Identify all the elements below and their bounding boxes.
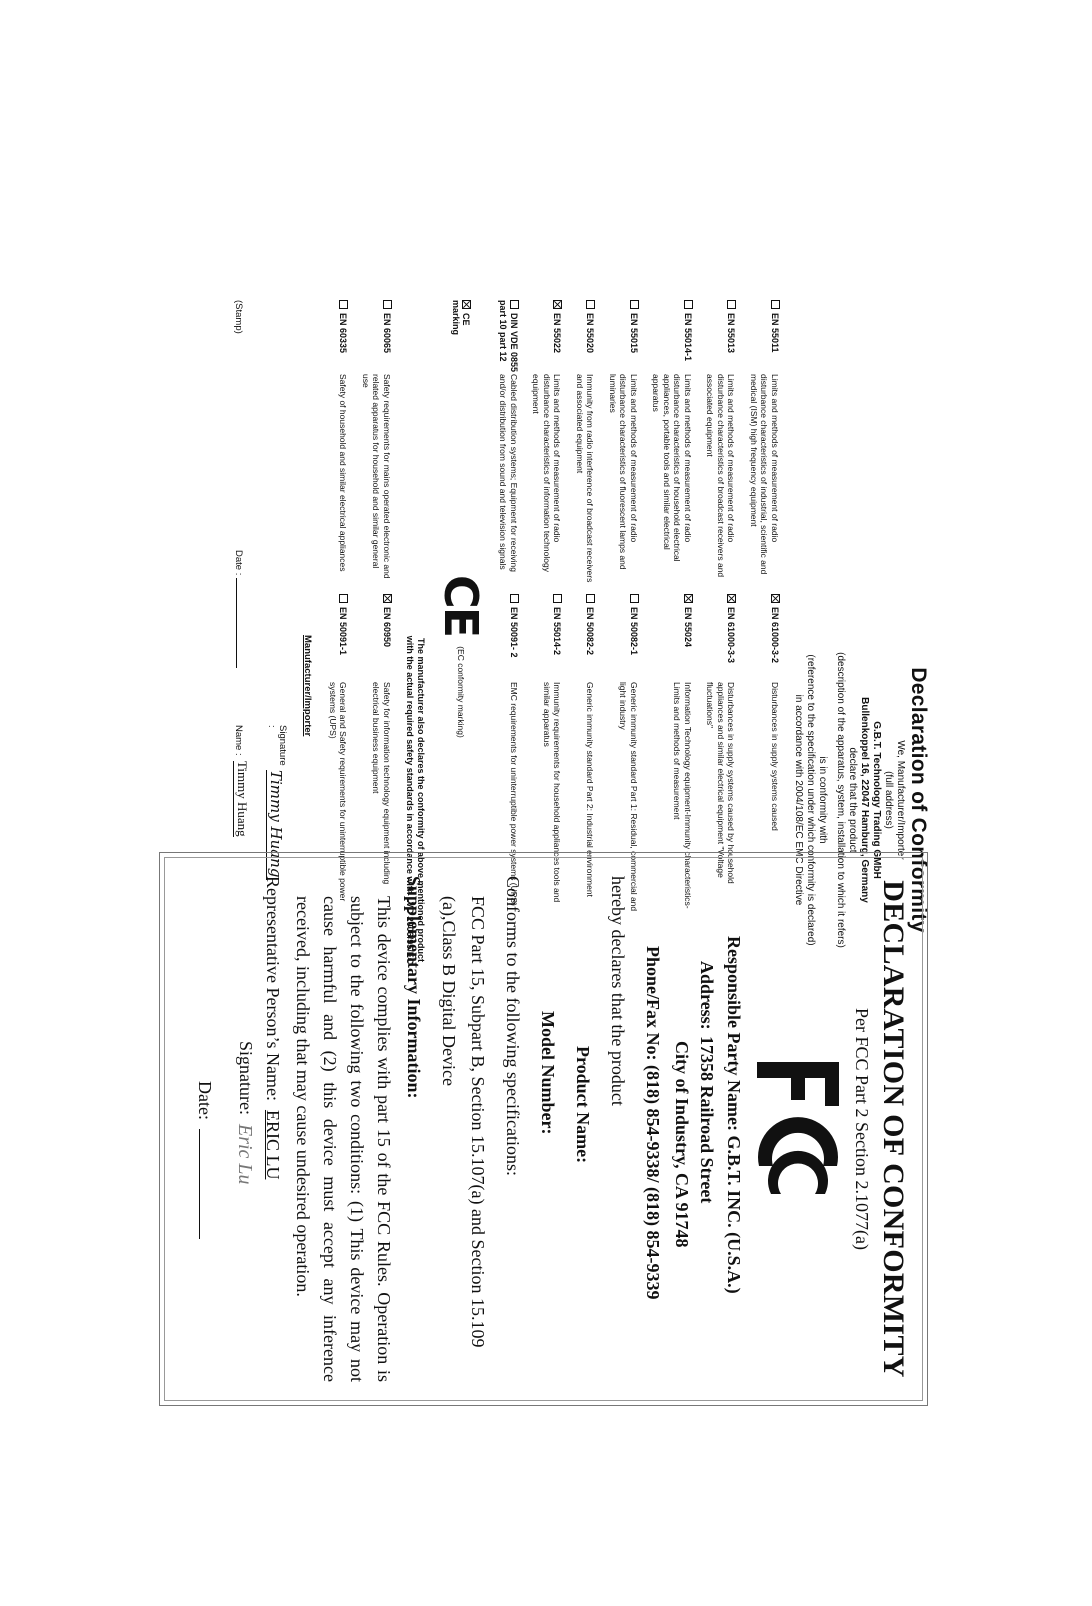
checkbox-checked-icon: [554, 300, 563, 309]
representative-name: ERIC LU: [263, 1109, 283, 1180]
standard-right-code: EN 61000-3-3: [705, 594, 737, 682]
representative-label: Representative Person’s Name:: [263, 876, 283, 1101]
standard-right-description: Information Technology equipment-Immunity characteristics-Limits and methods of measurement: [672, 682, 693, 909]
signature-script: Timmy Huang: [267, 770, 286, 880]
date-line: [237, 578, 238, 668]
standard-left-code: EN 55011: [749, 300, 781, 374]
checkbox-checked-icon: [383, 594, 392, 603]
eu-declare: declare that the product: [847, 747, 858, 853]
address-row: [696, 876, 717, 1382]
standard-right-description: General and Safety requirements for uninterruptible power systems (UPS): [328, 682, 349, 902]
checkbox-empty-icon: [728, 300, 737, 309]
date-row: [194, 876, 215, 1382]
standard-left-description: Cabled distribution systems; Equipment for receiving and/or distribution from sound and television signals: [498, 374, 519, 572]
fcc-declaration: [145, 850, 930, 1420]
ce-note: (EC conformity marking): [456, 646, 466, 738]
standard-right-code: EN 50082-2: [575, 594, 596, 682]
checkbox-checked-icon: [684, 594, 693, 603]
conforms-line: Conforms to the following specifications:: [503, 876, 523, 1176]
eu-directive: in accordance with 2004/108/EC EMC Directive: [793, 694, 804, 906]
checkbox-empty-icon: [587, 300, 596, 309]
fcc-date-label: Date:: [195, 1081, 215, 1120]
address-line-1: 17358 Railroad Street: [697, 1036, 717, 1204]
name-label: Name :: [233, 725, 245, 756]
lvd-line-1: The manufacturer also declares the conformity of above mentioned product: [416, 637, 426, 963]
standard-right-description: Generic immunity standard Part 2: Industrial environment: [585, 682, 596, 897]
checkbox-empty-icon: [587, 594, 596, 603]
standard-right-code: EN 50091- 2: [498, 594, 519, 682]
standard-right-description: Generic immunity standard Part 1: Residual, commercial and light industry: [618, 682, 639, 912]
standard-left-code: EN 55013: [705, 300, 737, 374]
eu-we: We, Manufacturer/Importer: [895, 740, 906, 860]
spec-line-1: FCC Part 15, Subpart B, Section 15.107(a) and Section 15.109: [468, 896, 488, 1348]
fcc-inner-border: [164, 857, 923, 1401]
eu-address: Bullenkoppel 16, 22047 Hamburg, Germany: [859, 697, 870, 903]
representative-row: [262, 876, 283, 1382]
standard-left-code: EN 55014-1: [651, 300, 693, 374]
standard-left-code: DIN VDE 0855 part 10 part 12: [498, 300, 519, 373]
standard-right-description: Safety for information technology equipment including electrical business equipment: [371, 682, 392, 885]
signature-label: Signature :: [266, 725, 289, 766]
eu-reference: (reference to the specification under which conformity is declared): [805, 654, 816, 946]
standard-left-code: EN 60065: [361, 300, 393, 374]
checkbox-checked-icon: [462, 300, 471, 309]
fcc-subtitle: Per FCC Part 2 Section 2.1077(a): [852, 1008, 872, 1250]
checkbox-checked-icon: [771, 594, 780, 603]
stamp-label: (Stamp): [233, 300, 245, 334]
product-name: Product Name:: [573, 1046, 593, 1164]
checkbox-empty-icon: [510, 300, 519, 309]
ce-mark-icon: CE: [434, 575, 488, 637]
standard-left-code: EN 55022: [531, 300, 563, 374]
model-number: Model Number:: [538, 1011, 558, 1135]
standard-right-code: EN 50091-1: [328, 594, 349, 682]
checkbox-empty-icon: [630, 594, 639, 603]
checkbox-checked-icon: [728, 594, 737, 603]
standard-left-description: Immunity from radio interference of broadcast receivers and associated equipment: [575, 374, 596, 583]
signature-row: [233, 876, 256, 1382]
standard-right-code: EN 50082-1: [608, 594, 640, 682]
standard-right-description: EMC requirements for uninterruptible power systems (UPS): [509, 682, 519, 906]
checkbox-empty-icon: [554, 594, 563, 603]
checkbox-empty-icon: [771, 300, 780, 309]
standard-left-code: EN 55020: [575, 300, 596, 374]
phone-fax: Phone/Fax No: (818) 854-9338/ (818) 854-9339: [643, 946, 663, 1300]
fcc-signature-script: Eric Lu: [234, 1124, 256, 1185]
manufacturer-label: Manufacturer/Importer: [302, 635, 314, 737]
standard-right-code: EN 55014-2: [531, 594, 563, 682]
standard-left-code: EN 55015: [608, 300, 640, 374]
date-label: Date :: [233, 550, 245, 576]
standard-left-code: EN 60335: [328, 300, 349, 374]
standard-left-description: Limits and methods of measurement of radio disturbance characteristics of information technology equipment: [531, 374, 563, 572]
fcc-outer-border: [159, 852, 928, 1406]
hereby-declares: hereby declares that the product: [608, 876, 628, 1106]
checkbox-empty-icon: [383, 300, 392, 309]
fcc-date-line: [199, 1129, 215, 1239]
fcc-title: DECLARATION OF CONFORMITY: [877, 880, 910, 1378]
address-label: Address:: [697, 961, 717, 1030]
standard-left-description: Safety of household and similar electrical appliances: [338, 374, 349, 572]
standard-left-description: Safety requirements for mains operated electronic and related apparatus for household and similar general use: [361, 374, 392, 579]
eu-title: Declaration of Conformity: [907, 667, 930, 933]
eu-conformity: is in conformity with: [817, 756, 828, 844]
spec-line-2: (a),Class B Digital Device: [439, 896, 459, 1086]
supplementary-heading: Supplementary Information:: [404, 876, 424, 1099]
checkbox-empty-icon: [684, 300, 693, 309]
eu-description: (description of the apparatus, system, installation to which it refers): [835, 652, 846, 948]
standard-right-code: EN 61000-3-2: [749, 594, 781, 682]
checkbox-empty-icon: [340, 300, 349, 309]
standard-right-description: Immunity requirements for household appliances tools and similar apparatus: [542, 682, 563, 903]
standard-right-code: EN 55024: [651, 594, 693, 682]
standard-right-code: EN 60950: [361, 594, 393, 682]
standard-right-description: Disturbances in supply systems caused: [770, 682, 780, 831]
responsible-party: Responsible Party Name: G.B.T. INC. (U.S.A.): [724, 936, 744, 1294]
eu-company: G.B.T. Technology Trading GMbH: [871, 721, 882, 879]
checkbox-empty-icon: [630, 300, 639, 309]
standard-right-description: Disturbances in supply systems caused by household appliances and similar electrical equipment "Voltage fluctuations": [705, 682, 737, 884]
checkbox-empty-icon: [340, 594, 349, 603]
compliance-paragraph: This device complies with part 15 of the FCC Rules. Operation is subject to the following two conditions: (1) This device may not cause harmful and (2) this device must accept any inference received, including that may cause undesired operation.: [293, 896, 394, 1382]
fcc-logo-icon: [746, 876, 845, 1382]
ce-label: CE marking: [451, 300, 471, 336]
lvd-line-2: with the actual required safety standards in accordance with LVD 2006/95/EC: [405, 635, 415, 965]
address-line-2: City of Industry, CA 91748: [672, 1041, 692, 1248]
fcc-signature-label: Signature:: [236, 1041, 256, 1115]
standard-left-description: Limits and methods of measurement of radio disturbance characteristics of household electrical appliances, portable tools and similar electrical apparatus: [651, 374, 693, 562]
checkbox-empty-icon: [510, 594, 519, 603]
name-value: Timmy Huang: [235, 760, 251, 837]
standard-left-description: Limits and methods of measurement of radio disturbance characteristics of industrial, scientific and medical (ISM) high frequency equipment: [749, 374, 780, 575]
eu-full-address: (full address): [883, 771, 894, 829]
standard-left-description: Limits and methods of measurement of radio disturbance characteristics of broadcast receivers and associated equipment: [705, 374, 737, 578]
standard-left-description: Limits and methods of measurement of radio disturbance characteristics of fluorescent lamps and luminaries: [608, 374, 639, 570]
